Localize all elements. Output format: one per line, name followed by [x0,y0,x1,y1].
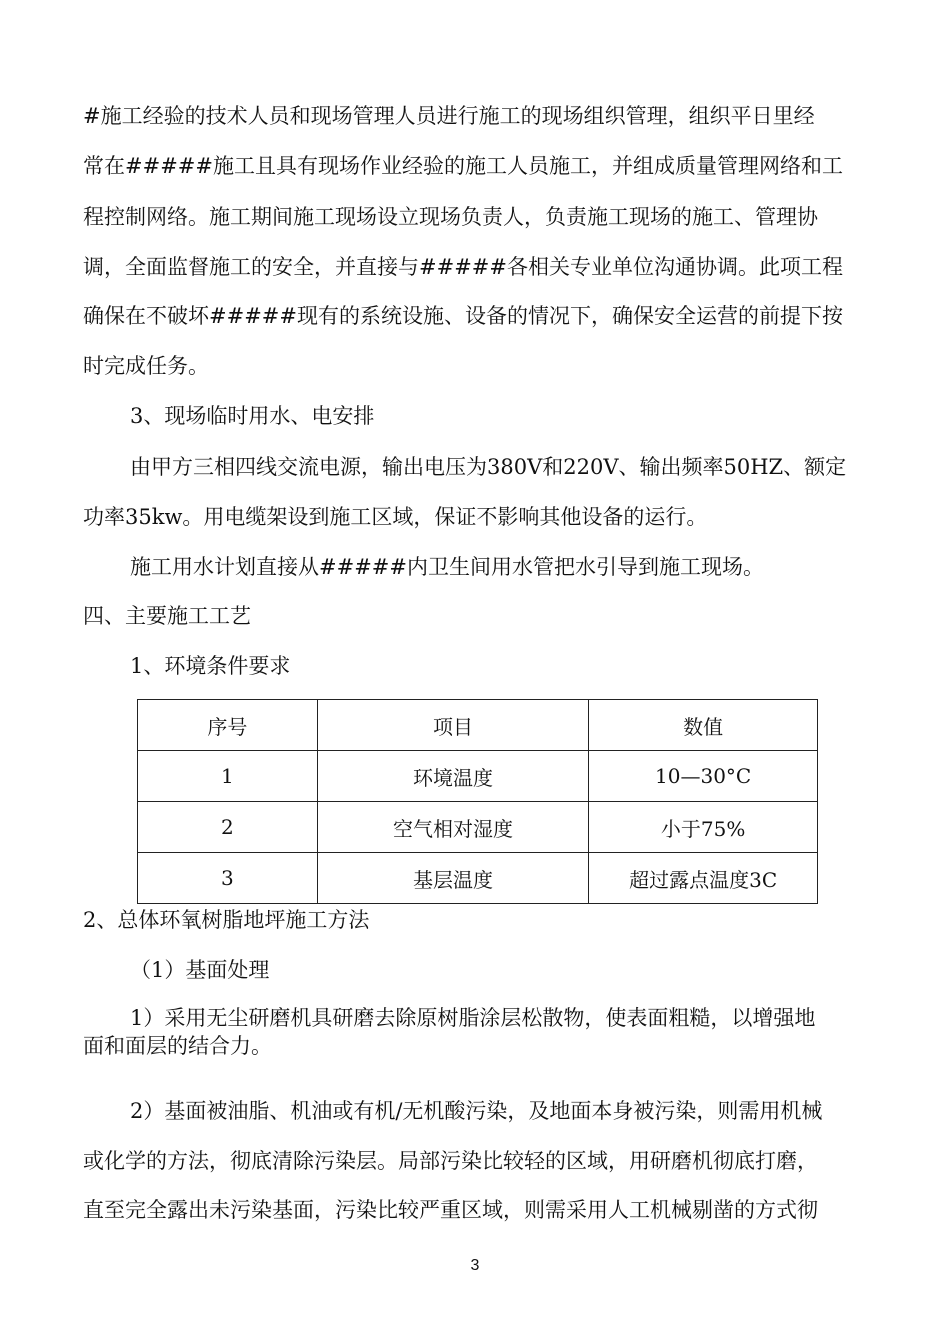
body-text-line: 施工用水计划直接从#####内卫生间用水管把水引导到施工现场。 [130,555,764,579]
body-text-line: 调，全面监督施工的安全，并直接与#####各相关专业单位沟通协调。此项工程 [83,255,843,279]
table-cell: 2 [138,802,318,853]
body-text-line: 面和面层的结合力。 [83,1034,272,1058]
body-text-line: #施工经验的技术人员和现场管理人员进行施工的现场组织管理，组织平日里经 [83,104,815,128]
section-heading: 四、主要施工工艺 [83,604,251,628]
table-header-row [138,700,818,751]
body-text-line: 直至完全露出未污染基面，污染比较严重区域，则需采用人工机械剔凿的方式彻 [83,1198,818,1222]
body-text-line: 2）基面被油脂、机油或有机/无机酸污染，及地面本身被污染，则需用机械 [130,1099,823,1123]
body-text-line: 功率35kw。用电缆架设到施工区域，保证不影响其他设备的运行。 [83,505,708,529]
table-row [138,853,818,904]
body-text-line: 1）采用无尘研磨机具研磨去除原树脂涂层松散物，使表面粗糙，以增强地 [130,1006,816,1030]
table-cell: 1 [138,751,318,802]
table-row [138,751,818,802]
table-cell: 超过露点温度3C [589,853,818,904]
table-cell: 基层温度 [317,853,589,904]
body-text-line: 程控制网络。施工期间施工现场设立现场负责人，负责施工现场的施工、管理协 [83,205,818,229]
table-cell: 3 [138,853,318,904]
section-heading: 2、总体环氧树脂地坪施工方法 [83,908,370,932]
body-text-line: 或化学的方法，彻底清除污染层。局部污染比较轻的区域，用研磨机彻底打磨， [83,1149,818,1173]
body-text-line: 时完成任务。 [83,354,209,378]
body-text-line: 由甲方三相四线交流电源，输出电压为380V和220V、输出频率50HZ、额定 [130,455,847,479]
body-text-line: 确保在不破坏#####现有的系统设施、设备的情况下，确保安全运营的前提下按 [83,304,843,328]
table-cell: 空气相对湿度 [317,802,589,853]
table-header-cell: 项目 [317,700,589,751]
section-heading: （1）基面处理 [130,958,270,982]
table-cell: 环境温度 [317,751,589,802]
table-cell: 10—30°C [589,751,818,802]
table-header-cell: 序号 [138,700,318,751]
table-row [138,802,818,853]
table-header-cell: 数值 [589,700,818,751]
section-heading: 3、现场临时用水、电安排 [130,404,375,428]
page-number: 3 [470,1257,480,1274]
body-text-line: 常在#####施工且具有现场作业经验的施工人员施工，并组成质量管理网络和工 [83,154,843,178]
section-heading: 1、环境条件要求 [130,654,291,678]
table-cell: 小于75% [589,802,818,853]
environment-conditions-table [137,699,818,904]
